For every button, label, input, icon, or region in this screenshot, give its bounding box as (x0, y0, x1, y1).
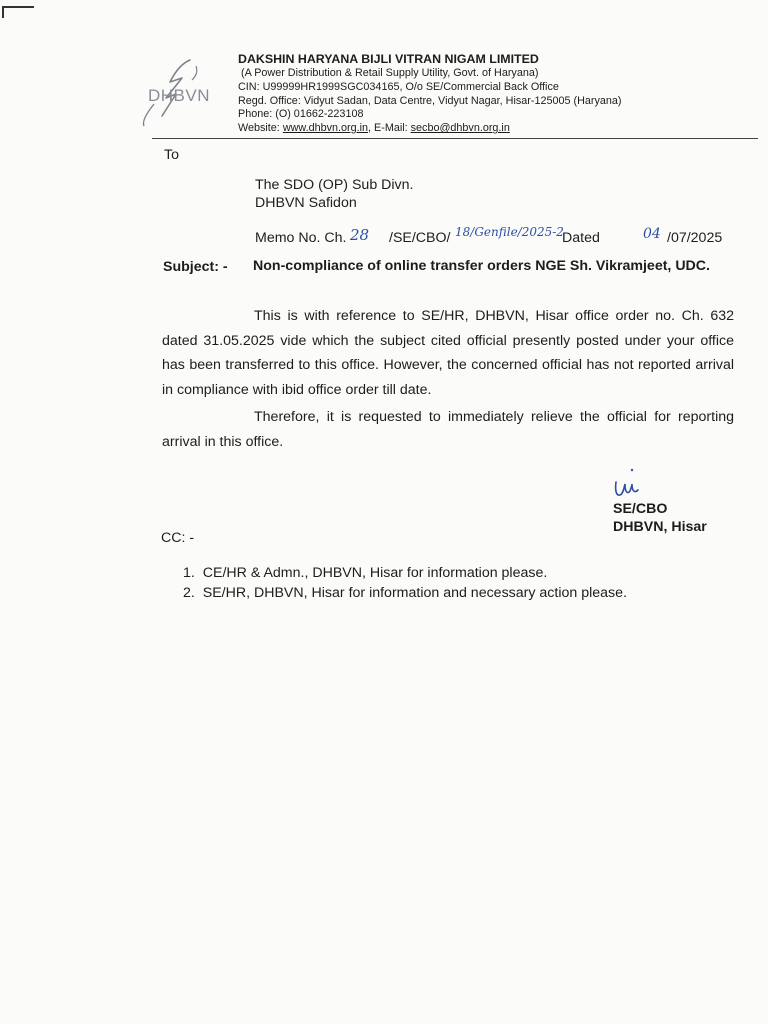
memo-prefix: Memo No. Ch. (255, 230, 347, 246)
cc-item-number: 2. (183, 585, 195, 601)
org-cin: CIN: U99999HR1999SGC034165, O/o SE/Commercial Back Office (238, 80, 559, 93)
cc-item-text: SE/HR, DHBVN, Hisar for information and necessary action please. (202, 585, 627, 601)
subject-label: Subject: - (163, 259, 228, 275)
org-name: DAKSHIN HARYANA BIJLI VITRAN NIGAM LIMITED (238, 52, 539, 66)
memo-dated-label: Dated (562, 230, 600, 246)
cc-item-number: 1. (183, 565, 195, 581)
memo-day-handwritten: 04 (643, 226, 661, 242)
cc-item-text: CE/HR & Admn., DHBVN, Hisar for information please. (202, 565, 548, 581)
email-label: , E-Mail: (368, 122, 411, 135)
org-regd-office: Regd. Office: Vidyut Sadan, Data Centre, Vidyut Nagar, Hisar-125005 (Haryana) (238, 94, 622, 107)
signature-mark (612, 464, 652, 504)
body-paragraph-1: This is with reference to SE/HR, DHBVN, Hisar office order no. Ch. 632 dated 31.05.2025 vide which the subject cited official presently posted under your office has been transferred to this office. However, the concerned official has not reported arrival in compliance with ibid office order till date. (162, 308, 734, 398)
cc-item (183, 585, 627, 601)
memo-middle: /SE/CBO/ (389, 230, 451, 246)
recipient-line-2: DHBVN Safidon (255, 195, 357, 211)
signatory-office: DHBVN, Hisar (613, 519, 707, 535)
recipient-line-1: The SDO (OP) Sub Divn. (255, 177, 414, 193)
letterhead-divider (152, 138, 758, 139)
letterhead (238, 52, 738, 136)
cc-item (183, 565, 547, 581)
org-contact (238, 122, 738, 136)
to-label: To (164, 147, 179, 163)
website-link[interactable]: www.dhbvn.org.in (282, 122, 369, 135)
org-phone: Phone: (O) 01662-223108 (238, 108, 364, 121)
signatory-designation: SE/CBO (613, 501, 668, 517)
memo-month-year: /07/2025 (667, 230, 723, 246)
scan-corner-mark (2, 6, 34, 18)
website-label: Website: (238, 122, 283, 135)
cc-label: CC: - (161, 530, 195, 546)
body-paragraph-2: Therefore, it is requested to immediately relieve the official for reporting arrival in this office. (162, 409, 734, 450)
memo-number-handwritten: 28 (350, 226, 370, 244)
subject-text: Non-compliance of online transfer orders NGE Sh. Vikramjeet, UDC. (253, 258, 710, 274)
memo-file-handwritten: 18/Genfile/2025-2 (455, 225, 564, 239)
org-tagline: (A Power Distribution & Retail Supply Utility, Govt. of Haryana) (241, 67, 539, 79)
email-link[interactable]: secbo@dhbvn.org.in (410, 122, 510, 135)
dhbvn-logo (136, 58, 232, 130)
logo-text: DHBVN (148, 86, 211, 105)
